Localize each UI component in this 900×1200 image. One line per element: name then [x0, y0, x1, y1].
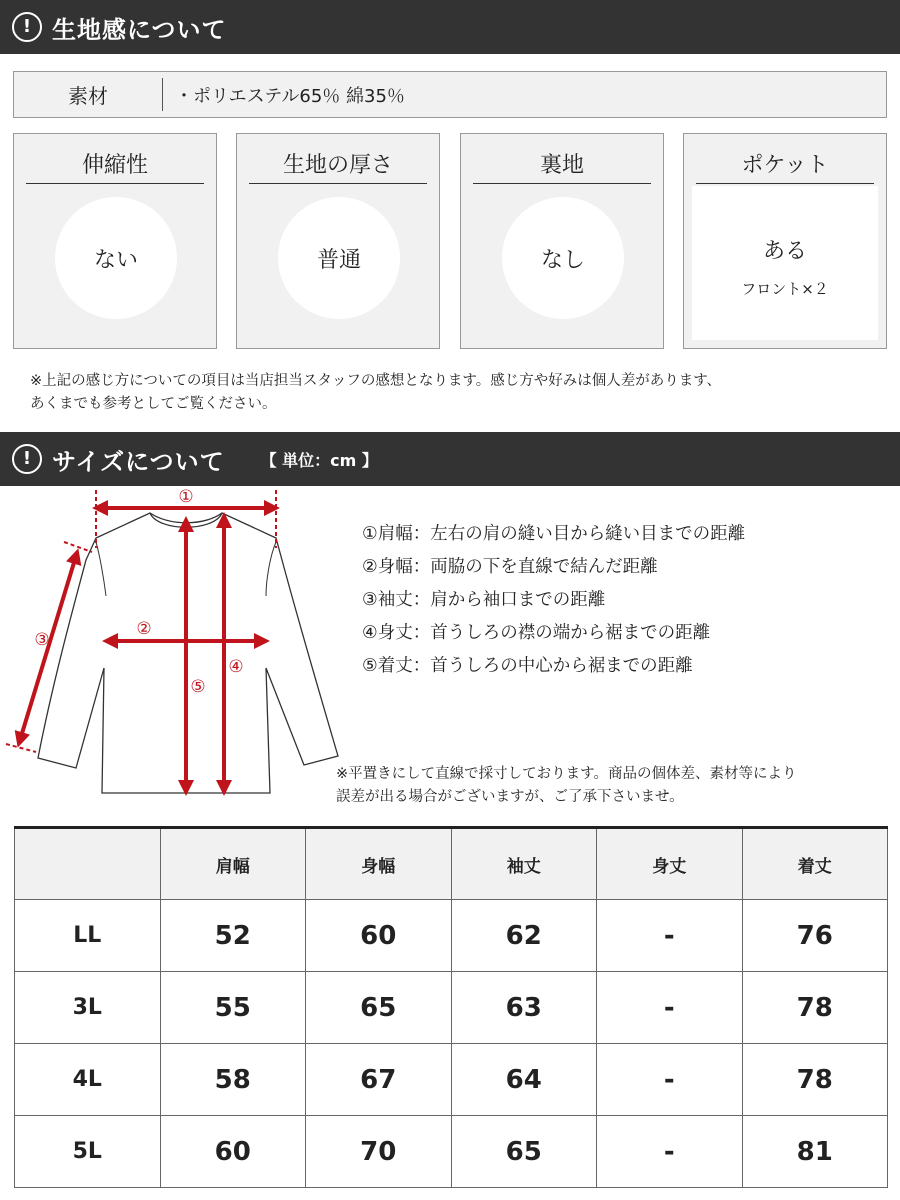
- table-header-row: [15, 828, 888, 900]
- exclamation-icon: !: [12, 12, 42, 42]
- table-cell: 78: [742, 1044, 888, 1116]
- marker-2: ②: [136, 619, 152, 639]
- header-shoulder: 肩幅: [160, 828, 306, 900]
- card-value: ない: [55, 197, 177, 319]
- table-cell: 58: [160, 1044, 306, 1116]
- header-total-length: 着丈: [742, 828, 888, 900]
- table-cell: 64: [451, 1044, 597, 1116]
- table-cell: 65: [306, 972, 452, 1044]
- table-cell: 76: [742, 900, 888, 972]
- size-label: 4L: [15, 1044, 161, 1116]
- measurement-item: ⑤着丈：首うしろの中心から裾までの距離: [362, 656, 693, 676]
- marker-3: ③: [34, 630, 50, 650]
- measurement-item: ①肩幅：左右の肩の縫い目から縫い目までの距離: [362, 524, 746, 544]
- card-thickness: [236, 133, 440, 349]
- table-cell: 78: [742, 972, 888, 1044]
- card-value-box: [692, 186, 878, 340]
- section-title: サイズについて: [52, 447, 225, 476]
- table-row: [15, 972, 888, 1044]
- table-cell: 62: [451, 900, 597, 972]
- table-cell: 55: [160, 972, 306, 1044]
- table-cell: -: [597, 1116, 743, 1188]
- guide-line: [6, 744, 36, 752]
- marker-5: ⑤: [190, 677, 206, 697]
- marker-1: ①: [178, 487, 194, 507]
- card-pocket: [683, 133, 887, 349]
- material-label: 素材: [68, 84, 108, 108]
- marker-4: ④: [228, 657, 244, 677]
- measurement-item: ②身幅：両脇の下を直線で結んだ距離: [362, 557, 658, 577]
- card-stretch: [13, 133, 217, 349]
- card-value: なし: [502, 197, 624, 319]
- table-row: [15, 900, 888, 972]
- unit-label: 【 単位：cm 】: [260, 450, 378, 470]
- table-cell: -: [597, 1044, 743, 1116]
- card-title: 伸縮性: [26, 148, 204, 184]
- size-label: LL: [15, 900, 161, 972]
- material-value: ・ポリエステル65％ 綿35％: [175, 85, 405, 107]
- table-cell: 63: [451, 972, 597, 1044]
- table-cell: 67: [306, 1044, 452, 1116]
- size-note: [336, 763, 797, 809]
- material-row: [13, 71, 887, 118]
- card-value: ある: [762, 239, 807, 264]
- table-row: [15, 1116, 888, 1188]
- note-line: ※平置きにして直線で採寸しております。商品の個体差、素材等により: [336, 766, 797, 782]
- size-label: 3L: [15, 972, 161, 1044]
- fabric-section-header: [0, 0, 900, 54]
- table-cell: 60: [160, 1116, 306, 1188]
- table-cell: 60: [306, 900, 452, 972]
- guide-line: [64, 542, 92, 552]
- measurement-item: ③袖丈：肩から袖口までの距離: [362, 590, 606, 610]
- fabric-note: [30, 370, 721, 416]
- card-title: 裏地: [473, 148, 651, 184]
- section-title: 生地感について: [52, 15, 227, 44]
- table-cell: 81: [742, 1116, 888, 1188]
- card-title: ポケット: [696, 148, 874, 184]
- table-cell: -: [597, 900, 743, 972]
- table-row: [15, 1044, 888, 1116]
- card-title: 生地の厚さ: [249, 148, 427, 184]
- header-chest: 身幅: [306, 828, 452, 900]
- measurement-list: [362, 518, 745, 683]
- note-line: 誤差が出る場合がございますが、ご了承下さいませ。: [336, 789, 684, 805]
- card-value: 普通: [278, 197, 400, 319]
- size-table: [14, 826, 888, 1188]
- header-body-length: 身丈: [597, 828, 743, 900]
- table-cell: 65: [451, 1116, 597, 1188]
- exclamation-icon: !: [12, 444, 42, 474]
- header-corner: [15, 828, 161, 900]
- card-lining: [460, 133, 664, 349]
- note-line: あくまでも参考としてご覧ください。: [30, 396, 277, 412]
- table-cell: -: [597, 972, 743, 1044]
- size-section-header: [0, 432, 900, 486]
- measurement-item: ④身丈：首うしろの襟の端から裾までの距離: [362, 623, 711, 643]
- table-cell: 52: [160, 900, 306, 972]
- note-line: ※上記の感じ方についての項目は当店担当スタッフの感想となります。感じ方や好みは個人差があります、: [30, 373, 722, 389]
- size-label: 5L: [15, 1116, 161, 1188]
- table-cell: 70: [306, 1116, 452, 1188]
- measurement-diagram: [0, 486, 340, 802]
- header-sleeve: 袖丈: [451, 828, 597, 900]
- card-subvalue: フロント×２: [741, 280, 829, 298]
